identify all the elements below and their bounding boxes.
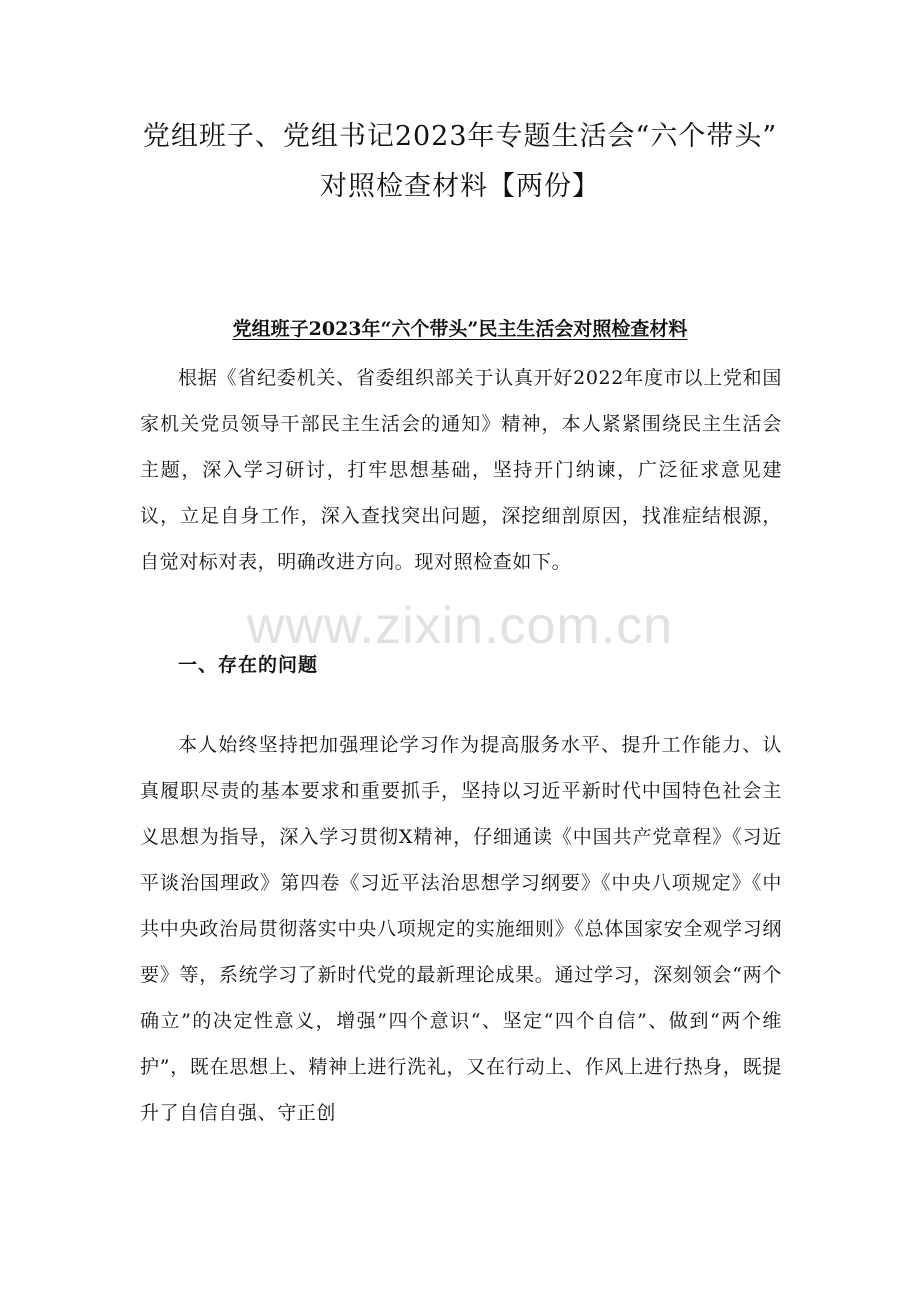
document-title	[120, 112, 800, 212]
intro-paragraph: 根据《省纪委机关、省委组织部关于认真开好2022年度市以上党和国家机关党员领导干部民主生活会的通知》精神，本人紧紧围绕民主生活会主题，深入学习研讨，打牢思想基础，坚持开门纳谏，广泛征求意见建议，立足自身工作，深入查找突出问题，深挖细剖原因，找准症结根源，自觉对标对表，明确改进方向。现对照检查如下。	[140, 367, 782, 573]
heading-existing-problems: 一、存在的问题	[178, 654, 319, 676]
section-title: 党组班子2023年“六个带头”民主生活会对照检查材料	[232, 318, 688, 340]
document-title-line1: 党组班子、党组书记2023年专题生活会“六个带头”	[142, 121, 778, 152]
watermark: www.zixin.com.cn	[246, 597, 674, 655]
document-title-line2: 对照检查材料【两份】	[320, 171, 600, 202]
body-paragraph: 本人始终坚持把加强理论学习作为提高服务水平、提升工作能力、认真履职尽责的基本要求和重要抓手，坚持以习近平新时代中国特色社会主义思想为指导，深入学习贯彻X精神，仔细通读《中国共产党章程》《习近平谈治国理政》第四卷《习近平法治思想学习纲要》《中央八项规定》《中共中央政治局贯彻落实中央八项规定的实施细则》《总体国家安全观学习纲要》等，系统学习了新时代党的最新理论成果。通过学习，深刻领会“两个确立”的决定性意义，增强”四个意识“、坚定“四个自信”、做到“两个维护”，既在思想上、精神上进行洗礼，又在行动上、作风上进行热身，既提升了自信自强、守正创	[140, 734, 782, 1124]
